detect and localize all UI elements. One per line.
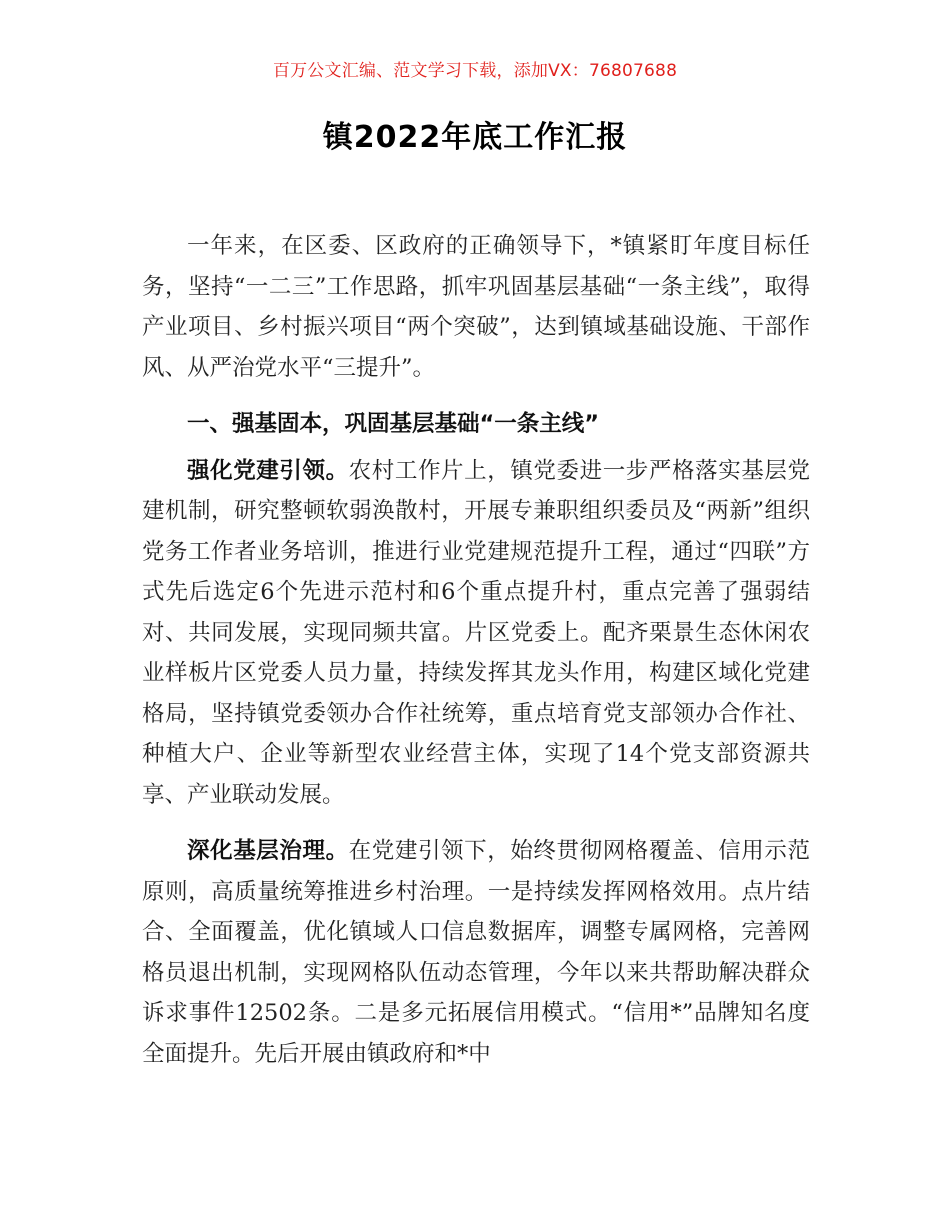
document-body xyxy=(142,226,810,1074)
paragraph-lead: 深化基层治理。 xyxy=(187,838,349,864)
paragraph-text: 农村工作片上，镇党委进一步严格落实基层党建机制，研究整顿软弱涣散村，开展专兼职组织委员及“两新”组织党务工作者业务培训，推进行业党建规范提升工程，通过“四联”方式先后选定6个先进示范村和6个重点提升村，重点完善了强弱结对、共同发展，实现同频共富。片区党委上。配齐栗景生态休闲农业样板片区党委人员力量，持续发挥其龙头作用，构建区域化党建格局，坚持镇党委领办合作社统筹，重点培育党支部领办合作社、种植大户、企业等新型农业经营主体，实现了14个党支部资源共享、产业联动发展。 xyxy=(142,457,810,808)
watermark-header: 百万公文汇编、范文学习下载，添加VX：76807688 xyxy=(272,61,678,81)
paragraph-party-building xyxy=(142,451,810,816)
paragraph-lead: 强化党建引领。 xyxy=(187,457,349,484)
document-title: 镇2022年底工作汇报 xyxy=(322,120,628,155)
paragraph-text: 在党建引领下，始终贯彻网格覆盖、信用示范原则，高质量统筹推进乡村治理。一是持续发挥网格效用。点片结合、全面覆盖，优化镇域人口信息数据库，调整专属网格，完善网格员退出机制，实现网格队伍动态管理，今年以来共帮助解决群众诉求事件12502条。二是多元拓展信用模式。“信用*”品牌知名度全面提升。先后开展由镇政府和*中 xyxy=(142,838,810,1067)
section-heading: 一、强基固本，巩固基层基础“一条主线” xyxy=(187,411,600,437)
intro-paragraph: 一年来，在区委、区政府的正确领导下，*镇紧盯年度目标任务，坚持“一二三”工作思路，抓牢巩固基层基础“一条主线”，取得产业项目、乡村振兴项目“两个突破”，达到镇域基础设施、干部作风、从严治党水平“三提升”。 xyxy=(142,233,810,381)
paragraph-governance xyxy=(142,831,810,1074)
